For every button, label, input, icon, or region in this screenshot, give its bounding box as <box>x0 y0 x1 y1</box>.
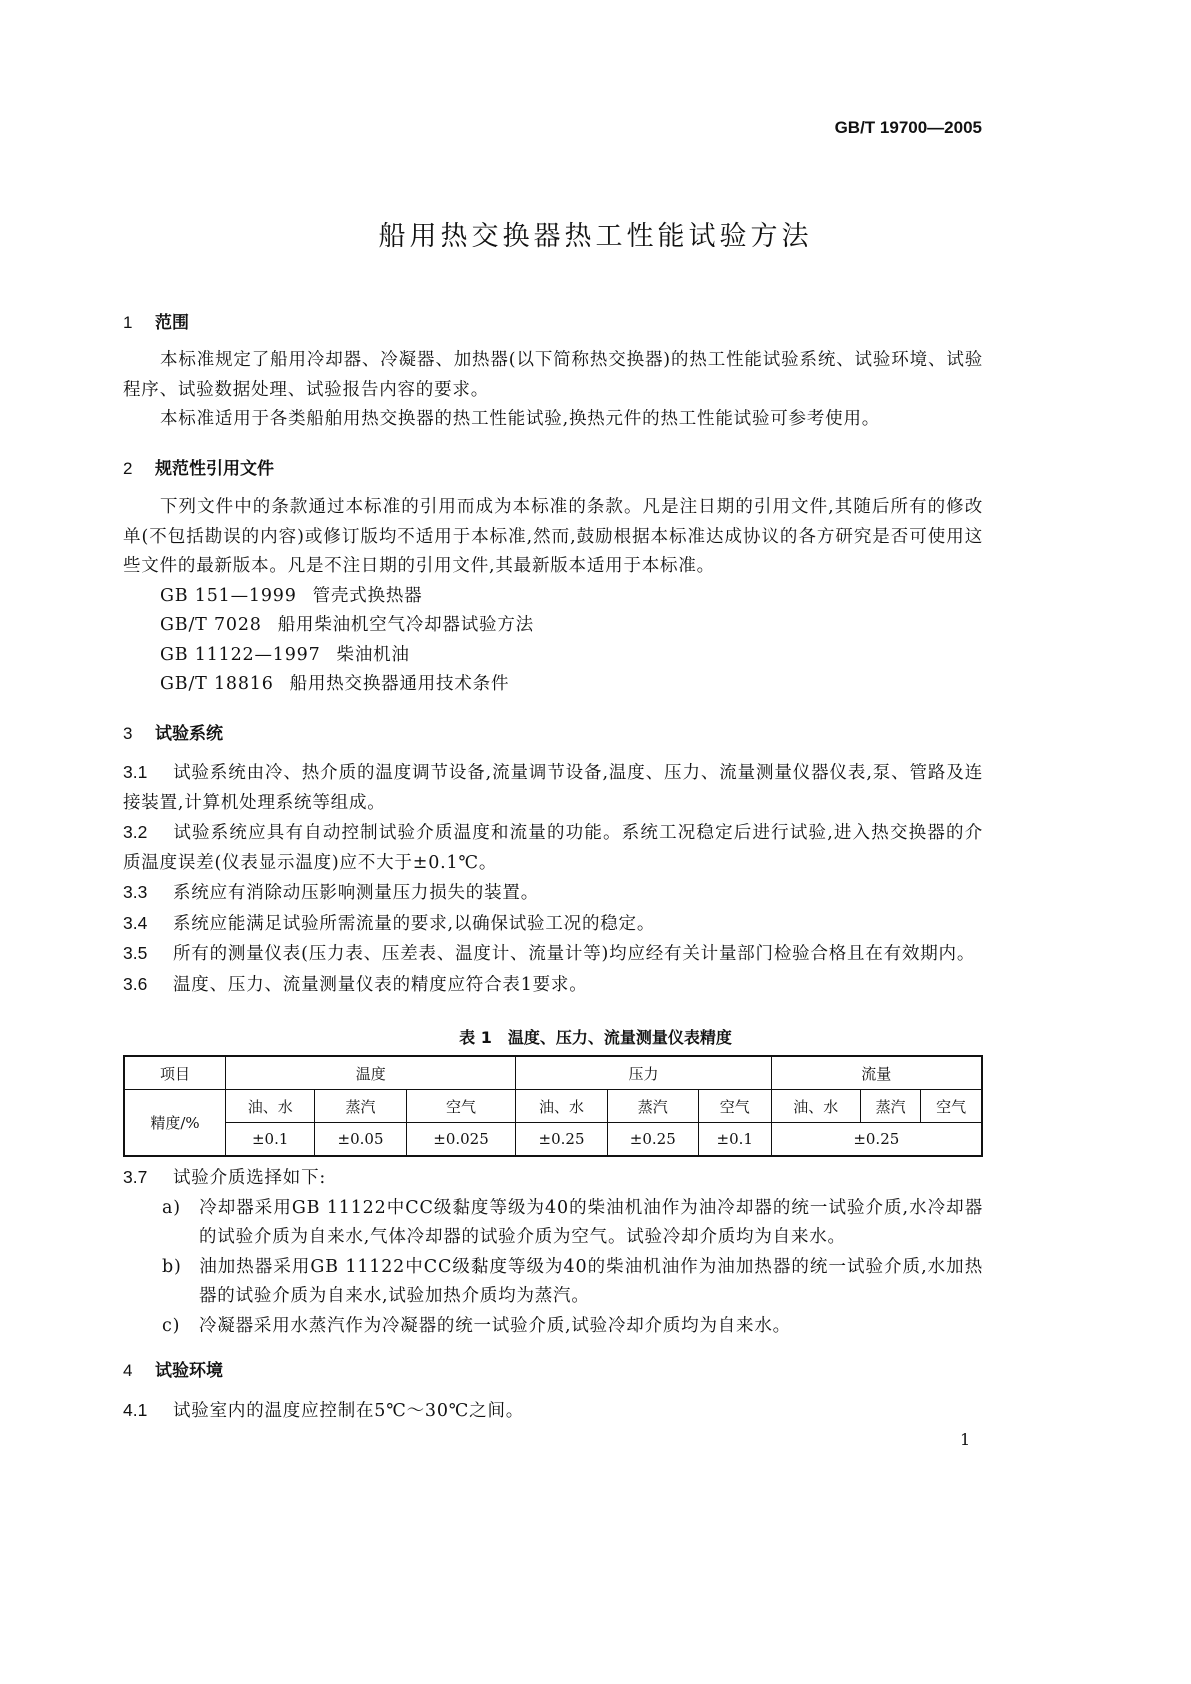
list-item: a) 冷却器采用GB 11122中CC级黏度等级为40的柴油机油作为油冷却器的统一试验介质,水冷却器的试验介质为自来水,气体冷却器的试验介质为空气。试验冷却介质均为自来水。 <box>162 1197 983 1247</box>
clause: 3.3 系统应有消除动压影响测量压力损失的装置。 <box>123 882 539 903</box>
paragraph: 本标准规定了船用冷却器、冷凝器、加热器(以下简称热交换器)的热工性能试验系统、试验环境、试验程序、试验数据处理、试验报告内容的要求。 <box>123 350 983 400</box>
page-number: 1 <box>960 1430 971 1449</box>
reference-item: GB/T 18816 船用热交换器通用技术条件 <box>160 674 510 694</box>
section-1-body <box>123 346 983 435</box>
clause: 3.2 试验系统应具有自动控制试验介质温度和流量的功能。系统工况稳定后进行试验,进入热交换器的介质温度误差(仪表显示温度)应不大于±0.1℃。 <box>123 822 983 873</box>
clause: 3.1 试验系统由冷、热介质的温度调节设备,流量调节设备,温度、压力、流量测量仪器仪表,泵、管路及连接装置,计算机处理系统等组成。 <box>123 762 983 813</box>
clause: 3.4 系统应能满足试验所需流量的要求,以确保试验工况的稳定。 <box>123 912 656 934</box>
list-item: c) 冷凝器采用水蒸汽作为冷凝器的统一试验介质,试验冷却介质均为自来水。 <box>162 1315 791 1336</box>
section-1-heading: 1 范围 <box>123 313 189 333</box>
section-4-heading: 4 试验环境 <box>123 1361 223 1381</box>
clause-4-1: 4.1 试验室内的温度应控制在5℃～30℃之间。 <box>123 1400 525 1421</box>
section-2-heading: 2 规范性引用文件 <box>123 459 274 479</box>
table-row: 精度/% 油、水 蒸汽 空气 油、水 蒸汽 空气 油、水 蒸汽 空气 <box>124 1090 982 1123</box>
table-row: ±0.1 ±0.05 ±0.025 ±0.25 ±0.25 ±0.1 ±0.25 <box>124 1123 982 1157</box>
precision-table <box>123 1055 983 1157</box>
list-item: b) 油加热器采用GB 11122中CC级黏度等级为40的柴油机油作为油加热器的统一试验介质,水加热器的试验介质为自来水,试验加热介质均为蒸汽。 <box>162 1256 983 1306</box>
table-row: 项目 温度 压力 流量 <box>124 1056 982 1090</box>
section-2-body <box>123 493 983 700</box>
document-title: 船用热交换器热工性能试验方法 <box>378 221 813 252</box>
clause: 3.6 温度、压力、流量测量仪表的精度应符合表1要求。 <box>123 973 588 995</box>
reference-item: GB 11122—1997 柴油机油 <box>160 644 410 665</box>
section-3-body <box>123 758 983 1000</box>
clause: 3.5 所有的测量仪表(压力表、压差表、温度计、流量计等)均应经有关计量部门检验合格且在有效期内。 <box>123 943 976 964</box>
paragraph: 本标准适用于各类船舶用热交换器的热工性能试验,换热元件的热工性能试验可参考使用。 <box>160 409 881 429</box>
reference-item: GB 151—1999 管壳式换热器 <box>160 585 423 606</box>
reference-item: GB/T 7028 船用柴油机空气冷却器试验方法 <box>160 615 534 635</box>
section-3-heading: 3 试验系统 <box>123 724 223 744</box>
table-caption: 表 1 温度、压力、流量测量仪表精度 <box>459 1028 732 1047</box>
standard-number: GB/T 19700—2005 <box>834 118 982 137</box>
clause-3-7: 3.7 试验介质选择如下: a) 冷却器采用GB 11122中CC级黏度等级为40的柴油机油作为油冷却器的统一试验介质,水冷却器的试验介质为自来水,气体冷却器的试验介质为空气。试验冷却介质均为自来水。 b) 油加热器采用GB 11122中CC级黏度等级为40的柴油机油作为油加热器的统一试验介质,水加热器的试验介质为自来水,试验加热介质均为蒸汽。 c) 冷凝器采用水蒸汽作为冷凝器的统一试验介质,试验冷却介质均为自来水。 <box>123 1163 983 1341</box>
paragraph: 下列文件中的条款通过本标准的引用而成为本标准的条款。凡是注日期的引用文件,其随后所有的修改单(不包括勘误的内容)或修订版均不适用于本标准,然而,鼓励根据本标准达成协议的各方研究是否可使用这些文件的最新版本。凡是不注日期的引用文件,其最新版本适用于本标准。 <box>123 497 983 576</box>
